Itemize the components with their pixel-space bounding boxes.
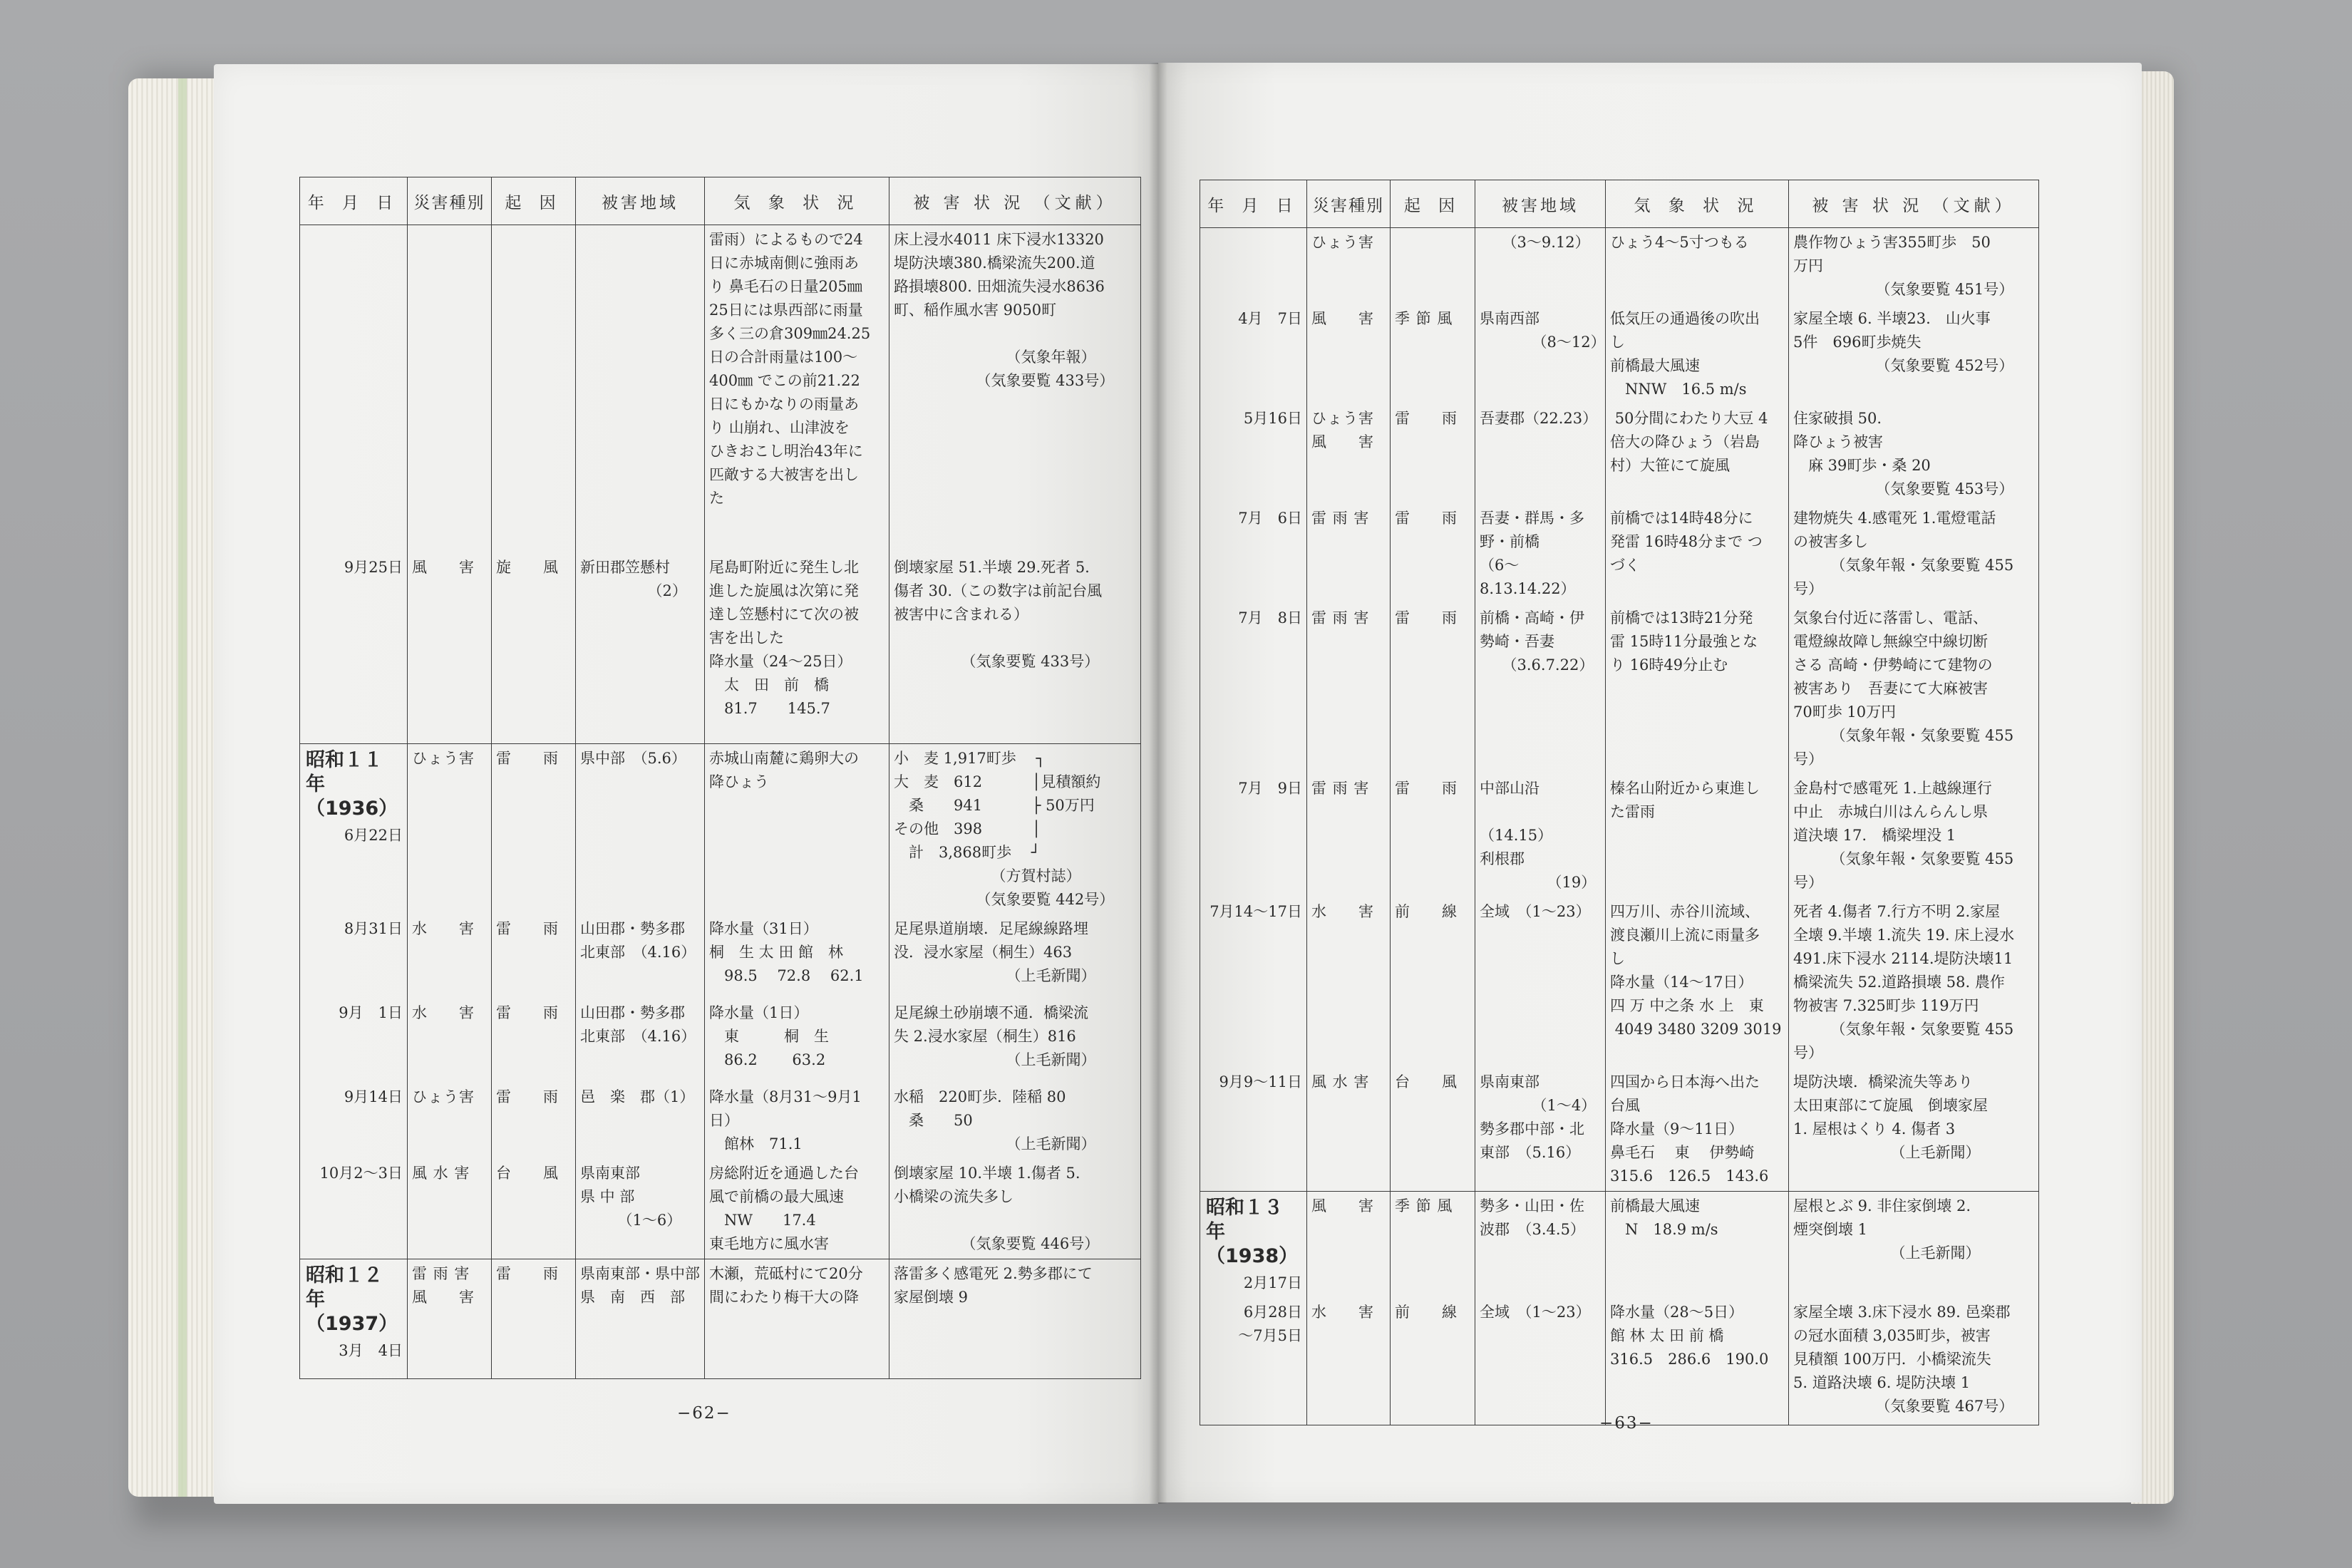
header-date: 年 月 日 [1200, 180, 1307, 228]
row-damage: 倒壊家屋 10.半壊 1.傷者 5. 小橋梁の流失多し （気象要覧 446号） [894, 1165, 1100, 1252]
header-cause: 起 因 [492, 177, 576, 225]
header-damage: 被 害 状 況 （文献） [1789, 180, 2039, 228]
table-row [300, 1159, 1141, 1259]
left-table-body [300, 225, 1141, 1379]
row-damage: 家屋全壊 6. 半壊23. 山火事 5件 696町歩焼失 （気象要覧 452号） [1793, 310, 2014, 374]
table-cell [705, 1083, 889, 1159]
table-cell [408, 1259, 492, 1379]
row-weather: 房総附近を通過した台 風で前橋の最大風速 NW 17.4 東毛地方に風水害 [709, 1165, 859, 1252]
table-cell [1475, 304, 1606, 404]
table-cell [1200, 404, 1307, 504]
table-cell [300, 1083, 408, 1159]
row-disaster-type: ひょう害 [412, 1088, 475, 1105]
row-disaster-type: 風 水 害 [412, 1165, 470, 1182]
table-cell [1391, 1192, 1475, 1299]
table-cell [1200, 604, 1307, 774]
row-disaster-type: ひょう害 [1311, 234, 1374, 251]
row-affected-area: 県南東部・県中部 県 南 西 部 [580, 1265, 700, 1306]
table-cell [1789, 228, 2039, 305]
row-damage: 農作物ひょう害355町歩 50 万円 （気象要覧 451号） [1793, 234, 2014, 298]
table-cell [1789, 304, 2039, 404]
table-cell [1475, 604, 1606, 774]
table-cell [576, 744, 705, 915]
row-affected-area: 県南西部 （8～12） [1480, 310, 1606, 351]
row-weather: 降水量（28～5日） 館 林 太 田 前 橋 316.5 286.6 190.0 [1610, 1304, 1769, 1368]
table-cell [1391, 604, 1475, 774]
row-affected-area: 県南東部 （1～4） 勢多郡中部・北 東部 （5.16） [1480, 1073, 1597, 1161]
table-cell [408, 553, 492, 744]
table-cell [1307, 774, 1391, 897]
row-date: 2月17日 [1243, 1274, 1302, 1291]
table-row [300, 225, 1141, 553]
right-page-number: −63− [1599, 1414, 1654, 1433]
table-cell [1391, 774, 1475, 897]
header-weather: 気 象 状 況 [705, 177, 889, 225]
row-damage: 金島村で感電死 1.上越線運行 中止 赤城白川はんらんし県 道決壊 17. 橋梁埋没 1 （気象年報・気象要覧 455号） [1793, 780, 2014, 891]
table-cell [1789, 897, 2039, 1068]
row-weather: 降水量（1日） 東 桐 生 86.2 63.2 [709, 1004, 829, 1068]
table-cell [1606, 228, 1789, 305]
table-row [1200, 228, 2039, 305]
row-affected-area: 全域 （1～23） [1480, 903, 1591, 920]
row-disaster-type: 水 害 [412, 1004, 475, 1021]
header-area: 被害地域 [576, 177, 705, 225]
right-table-body [1200, 228, 2039, 1425]
table-cell [1200, 1298, 1307, 1425]
row-weather: 降水量（8月31～9月1日） 館林 71.1 [709, 1088, 862, 1152]
table-cell [576, 1259, 705, 1379]
left-page-number: −62− [677, 1404, 731, 1423]
row-affected-area: 新田郡笠懸村 （2） [580, 558, 687, 599]
table-row [300, 914, 1141, 999]
table-cell [1307, 404, 1391, 504]
table-cell [705, 1159, 889, 1259]
row-cause: 雷 雨 [1395, 780, 1458, 797]
table-cell [300, 999, 408, 1083]
row-affected-area: 県中部 （5.6） [580, 750, 686, 767]
row-damage: 足尾線土砂崩壊不通．橋梁流 失 2.浸水家屋（桐生）816 （上毛新聞） [894, 1004, 1096, 1068]
table-cell [889, 914, 1141, 999]
table-cell [300, 553, 408, 744]
row-affected-area: 前橋・高崎・伊 勢崎・吾妻 （3.6.7.22） [1480, 609, 1594, 674]
row-damage: 気象台付近に落雷し、電話、 電燈線故障し無線空中線切断 さる 高崎・伊勢崎にて建物の 被害あり 吾妻にて大麻被害 70町歩 10万円 （気象年報・気象要覧 455号） [1793, 609, 2014, 768]
table-cell [889, 744, 1141, 915]
table-cell [1475, 1068, 1606, 1192]
row-affected-area [576, 225, 704, 231]
table-row [300, 744, 1141, 915]
table-cell [492, 225, 576, 553]
table-cell [1200, 774, 1307, 897]
table-cell [889, 1083, 1141, 1159]
table-row [1200, 604, 2039, 774]
row-affected-area: 全域 （1～23） [1480, 1304, 1591, 1321]
row-date: 7月 8日 [1238, 609, 1302, 626]
era-heading: 昭和１１年 （1936） [306, 749, 398, 820]
table-cell [1789, 504, 2039, 604]
row-damage: 建物焼失 4.感電死 1.電燈電話 の被害多し （気象年報・気象要覧 455号） [1793, 510, 2014, 597]
table-cell [492, 744, 576, 915]
table-cell [576, 1083, 705, 1159]
table-cell [408, 999, 492, 1083]
book-gutter [1149, 63, 1167, 1504]
row-weather: 赤城山南麓に鶏卵大の 降ひょう [709, 750, 859, 790]
table-cell [1606, 504, 1789, 604]
row-cause: 季 節 風 [1395, 310, 1453, 327]
table-cell [1606, 404, 1789, 504]
row-disaster-type: 雷 雨 害 [1311, 609, 1370, 626]
table-cell [492, 1259, 576, 1379]
table-row [300, 1259, 1141, 1379]
table-cell [492, 999, 576, 1083]
header-type: 災害種別 [408, 177, 492, 225]
table-row [1200, 1068, 2039, 1192]
table-cell [300, 1259, 408, 1379]
table-row [300, 553, 1141, 744]
table-cell [408, 225, 492, 553]
table-cell [492, 1083, 576, 1159]
row-date: 6月28日 ～7月5日 [1238, 1304, 1302, 1344]
row-date: 8月31日 [344, 920, 403, 937]
table-cell [1200, 897, 1307, 1068]
table-row [1200, 1192, 2039, 1299]
row-disaster-type: 風 害 [1311, 1197, 1374, 1214]
row-damage: 落雷多く感電死 2.勢多郡にて 家屋倒壊 9 [894, 1265, 1093, 1306]
row-disaster-type: 風 害 [412, 558, 475, 576]
table-cell [1606, 1068, 1789, 1192]
row-date: 5月16日 [1243, 410, 1302, 427]
table-cell [300, 225, 408, 553]
row-affected-area: 勢多・山田・佐 波郡 （3.4.5） [1480, 1197, 1585, 1238]
row-disaster-type: 水 害 [1311, 903, 1374, 920]
table-cell [1200, 304, 1307, 404]
table-cell [1307, 304, 1391, 404]
row-weather: 木瀬，荒砥村にて20分 間にわたり梅干大の降 [709, 1265, 863, 1306]
table-cell [1475, 1298, 1606, 1425]
row-damage: 床上浸水4011 床下浸水13320 堤防決壊380.橋梁流失200.道 路損壊800. 田畑流失浸水8636 町、稲作風水害 9050町 （気象年報） （気象要覧 433号） [894, 231, 1115, 389]
table-cell [1391, 304, 1475, 404]
table-row [1200, 1298, 2039, 1425]
table-cell [1307, 228, 1391, 305]
table-cell [408, 1159, 492, 1259]
table-cell [1789, 404, 2039, 504]
table-cell [1606, 304, 1789, 404]
row-cause: 台 風 [496, 1165, 559, 1182]
table-cell [492, 914, 576, 999]
table-cell [1307, 1298, 1391, 1425]
table-cell [1475, 1192, 1606, 1299]
row-date: 7月14～17日 [1209, 903, 1302, 920]
table-cell [1606, 1192, 1789, 1299]
table-cell [1475, 228, 1606, 305]
table-cell [1391, 1298, 1475, 1425]
table-cell [300, 744, 408, 915]
table-cell [1475, 774, 1606, 897]
row-weather: 四万川、赤谷川流域、 渡良瀬川上流に雨量多 し 降水量（14～17日） 四 万 中之条 水 上 東 4049 3480 3209 3019 [1610, 903, 1782, 1038]
row-cause: 前 線 [1395, 1304, 1458, 1321]
table-cell [1789, 1068, 2039, 1192]
table-cell [1391, 1068, 1475, 1192]
row-affected-area: 吾妻郡（22.23） [1480, 410, 1598, 427]
table-cell [1200, 1068, 1307, 1192]
row-weather: 50分間にわたり大豆 4 倍大の降ひょう（岩島 村）大笹にて旋風 [1610, 410, 1768, 474]
header-weather: 気 象 状 況 [1606, 180, 1789, 228]
table-cell [1200, 228, 1307, 305]
row-affected-area: 吾妻・群馬・多 野・前橋 （6～8.13.14.22） [1480, 510, 1584, 597]
row-damage: 水稲 220町歩．陸稲 80 桑 50 （上毛新聞） [894, 1088, 1096, 1152]
right-header-row [1200, 180, 2039, 228]
row-cause: 雷 雨 [496, 1265, 559, 1282]
row-weather: ひょう4～5寸つもる [1610, 234, 1749, 251]
row-cause: 台 風 [1395, 1073, 1458, 1090]
table-cell [1789, 774, 2039, 897]
row-cause [492, 225, 575, 231]
row-weather: 降水量（31日） 桐 生 太 田 館 林 98.5 72.8 62.1 [709, 920, 864, 984]
table-cell [1475, 897, 1606, 1068]
left-disaster-table [299, 177, 1141, 1379]
row-disaster-type: ひょう害 [412, 750, 475, 767]
row-affected-area: 県南東部 県 中 部 （1～6） [580, 1165, 682, 1229]
row-weather: 雷雨）によるもので24 日に赤城南側に強雨あ り 鼻毛石の日量205㎜ 25日には県西部に雨量 多く三の倉309㎜24.25 日の合計雨量は100～ 400㎜ でこの前21.22 日にもかなりの雨量あ り 山崩れ、山津波を ひきおこし明治43年に 匹敵する大被害を出し た [709, 231, 871, 507]
table-cell [300, 1159, 408, 1259]
row-damage: 小 麦 1,917町歩 ┐ 大 麦 612 │見積額約 桑 941 ├ 50万円 その他 398 │ 計 3,868町歩 ┘ （方賀村誌） （気象要覧 442号） [894, 750, 1115, 908]
table-cell [1391, 504, 1475, 604]
table-row [1200, 897, 2039, 1068]
table-cell [1391, 404, 1475, 504]
row-disaster-type: 雷 雨 害 [1311, 510, 1370, 527]
row-disaster-type: 雷 雨 害 風 害 [412, 1265, 475, 1306]
row-weather: 低気圧の通過後の吹出 し 前橋最大風速 NNW 16.5 m/s [1610, 310, 1760, 398]
row-date: 3月 4日 [339, 1342, 403, 1359]
table-cell [705, 744, 889, 915]
row-cause: 雷 雨 [1395, 609, 1458, 626]
table-row [1200, 504, 2039, 604]
table-cell [1307, 897, 1391, 1068]
row-disaster-type: 風 水 害 [1311, 1073, 1370, 1090]
row-damage: 家屋全壊 3.床下浸水 89. 邑楽郡 の冠水面積 3,035町歩，被害 見積額 100万円．小橋梁流失 5. 道路決壊 6. 堤防決壊 1 （気象要覧 467号） [1793, 1304, 2014, 1415]
row-damage: 足尾県道崩壊．足尾線線路埋 没．浸水家屋（桐生）463 （上毛新聞） [894, 920, 1096, 984]
table-cell [889, 999, 1141, 1083]
table-cell [1307, 1068, 1391, 1192]
table-cell [889, 225, 1141, 553]
right-disaster-table [1200, 180, 2039, 1425]
table-cell [1200, 1192, 1307, 1299]
header-date: 年 月 日 [300, 177, 408, 225]
table-cell [1391, 897, 1475, 1068]
row-disaster-type: 水 害 [412, 920, 475, 937]
table-row [1200, 404, 2039, 504]
row-weather: 前橋では14時48分に 発雷 16時48分まで つ づく [1610, 510, 1763, 574]
table-cell [1789, 1298, 2039, 1425]
table-cell [408, 1083, 492, 1159]
row-date: 7月 9日 [1238, 780, 1302, 797]
row-damage: 屋根とぶ 9. 非住家倒壊 2. 煙突倒壊 1 （上毛新聞） [1793, 1197, 1981, 1262]
row-date: 9月9～11日 [1219, 1073, 1302, 1090]
row-date [1200, 228, 1306, 234]
table-cell [1789, 1192, 2039, 1299]
row-disaster-type: 風 害 [1311, 310, 1374, 327]
row-cause: 雷 雨 [496, 750, 559, 767]
table-cell [1789, 604, 2039, 774]
table-cell [492, 1159, 576, 1259]
table-cell [1475, 504, 1606, 604]
table-cell [492, 553, 576, 744]
table-cell [705, 225, 889, 553]
table-cell [1606, 1298, 1789, 1425]
row-weather: 前橋では13時21分発 雷 15時11分最強とな り 16時49分止む [1610, 609, 1758, 674]
row-weather: 尾島町附近に発生し北 進した旋風は次第に発 達し笠懸村にて次の被 害を出した 降水量（24～25日） 太 田 前 橋 81.7 145.7 [709, 558, 859, 717]
page-edge-tint [178, 78, 187, 1497]
row-date: 9月14日 [344, 1088, 403, 1105]
row-affected-area: （3～9.12） [1480, 234, 1590, 251]
row-cause: 旋 風 [496, 558, 559, 576]
row-damage: 堤防決壊．橋梁流失等あり 太田東部にて旋風 倒壊家屋 1. 屋根はくり 4. 傷者 3 （上毛新聞） [1793, 1073, 1988, 1161]
left-header-row [300, 177, 1141, 225]
table-cell [576, 553, 705, 744]
row-cause: 前 線 [1395, 903, 1458, 920]
row-damage: 倒壊家屋 51.半壊 29.死者 5. 傷者 30.（この数字は前記台風 被害中に含まれる） （気象要覧 433号） [894, 558, 1103, 670]
table-row [1200, 774, 2039, 897]
table-cell [889, 1259, 1141, 1379]
row-cause: 季 節 風 [1395, 1197, 1453, 1214]
row-damage: 死者 4.傷者 7.行方不明 2.家屋 全壊 9.半壊 1.流失 19. 床上浸水 491.床下浸水 2114.堤防決壊11 橋梁流失 52.道路損壊 58. 農作 物被害 7.325町歩 119万円 （気象年報・気象要覧 455号） [1793, 903, 2015, 1061]
row-affected-area: 中部山沿 （14.15） 利根郡 （19） [1480, 780, 1597, 891]
table-cell [1307, 604, 1391, 774]
table-row [1200, 304, 2039, 404]
table-cell [1307, 504, 1391, 604]
row-cause: 雷 雨 [1395, 510, 1458, 527]
table-cell [300, 914, 408, 999]
row-date: 4月 7日 [1238, 310, 1302, 327]
table-cell [576, 225, 705, 553]
row-date: 6月22日 [344, 827, 403, 844]
row-disaster-type [408, 225, 491, 231]
row-weather: 榛名山附近から東進し た雷雨 [1610, 780, 1760, 820]
header-area: 被害地域 [1475, 180, 1606, 228]
table-cell [1606, 897, 1789, 1068]
row-weather: 四国から日本海へ出た 台風 降水量（9～11日） 鼻毛石 東 伊勢崎 315.6 126.5 143.6 [1610, 1073, 1769, 1185]
row-cause: 雷 雨 [496, 1004, 559, 1021]
table-cell [1475, 404, 1606, 504]
table-cell [705, 1259, 889, 1379]
row-cause: 雷 雨 [496, 1088, 559, 1105]
table-cell [1606, 774, 1789, 897]
table-cell [1391, 228, 1475, 305]
row-affected-area: 山田郡・勢多郡 北東部 （4.16） [580, 1004, 696, 1045]
table-cell [576, 914, 705, 999]
row-affected-area: 邑 楽 郡（1） [580, 1088, 695, 1105]
table-cell [889, 1159, 1141, 1259]
table-cell [889, 553, 1141, 744]
row-disaster-type: 雷 雨 害 [1311, 780, 1370, 797]
row-disaster-type: ひょう害 風 害 [1311, 410, 1374, 450]
table-cell [576, 999, 705, 1083]
table-row [300, 999, 1141, 1083]
table-cell [705, 553, 889, 744]
row-date: 10月2～3日 [319, 1165, 403, 1182]
table-cell [1606, 604, 1789, 774]
row-cause: 雷 雨 [1395, 410, 1458, 427]
row-date: 7月 6日 [1238, 510, 1302, 527]
header-damage: 被 害 状 況 （文献） [889, 177, 1141, 225]
row-cause [1391, 228, 1475, 234]
table-cell [705, 999, 889, 1083]
era-heading: 昭和１３年 （1938） [1206, 1197, 1299, 1267]
row-date [300, 225, 407, 231]
row-cause: 雷 雨 [496, 920, 559, 937]
table-cell [1200, 504, 1307, 604]
era-heading: 昭和１２年 （1937） [306, 1264, 398, 1335]
row-damage: 住家破損 50. 降ひょう被害 麻 39町歩・桑 20 （気象要覧 453号） [1793, 410, 2014, 497]
row-disaster-type: 水 害 [1311, 1304, 1374, 1321]
table-cell [576, 1159, 705, 1259]
table-cell [1307, 1192, 1391, 1299]
header-type: 災害種別 [1307, 180, 1391, 228]
table-row [300, 1083, 1141, 1159]
row-affected-area: 山田郡・勢多郡 北東部 （4.16） [580, 920, 696, 961]
table-cell [408, 914, 492, 999]
row-date: 9月 1日 [339, 1004, 403, 1021]
row-date: 9月25日 [344, 558, 403, 576]
table-cell [408, 744, 492, 915]
header-cause: 起 因 [1391, 180, 1475, 228]
row-weather: 前橋最大風速 N 18.9 m/s [1610, 1197, 1718, 1238]
table-cell [705, 914, 889, 999]
